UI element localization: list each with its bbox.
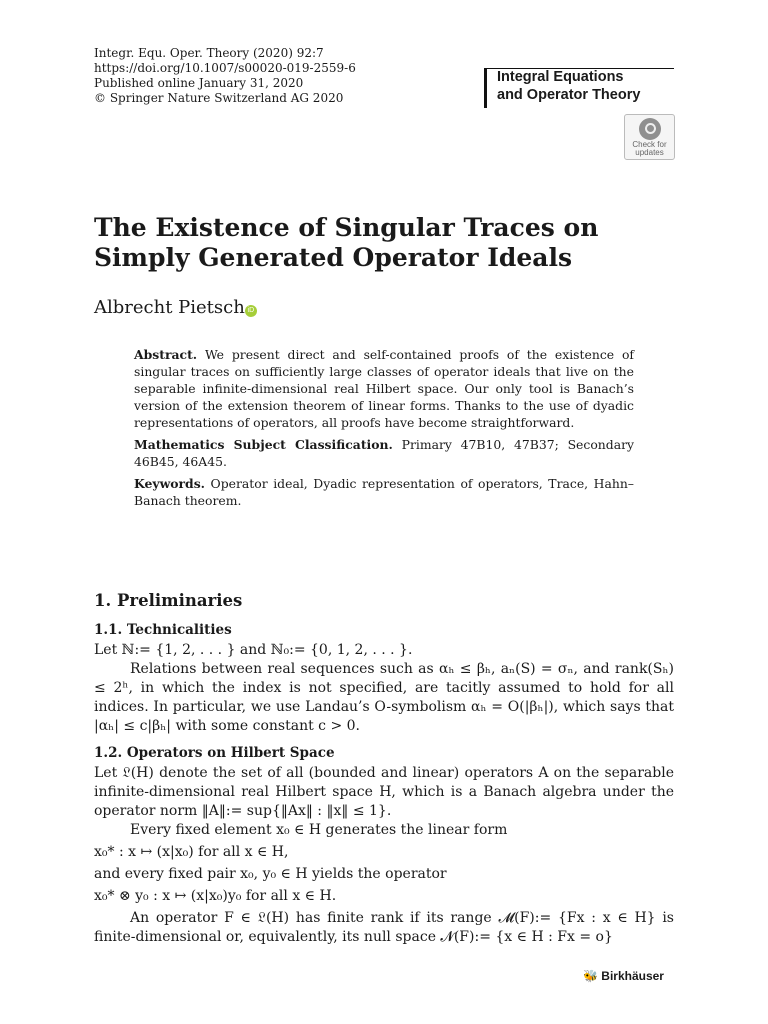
keywords-label: Keywords. [134,476,205,491]
display-equation: x₀* ⊗ y₀ : x ↦ (x|x₀)y₀ for all x ∈ H. [94,888,337,904]
author-name: Albrecht Pietsch [94,297,245,318]
section-heading: 1. Preliminaries [94,591,243,610]
paragraph: Let ℕ:= {1, 2, . . . } and ℕ₀:= {0, 1, 2, . . . }. [94,642,413,658]
check-updates-icon [639,118,661,140]
check-updates-line1: Check for [632,140,667,149]
copyright: © Springer Nature Switzerland AG 2020 [94,91,344,105]
msc-text: Primary 47B10, 47B37; Secondary 46B45, 46A45. [134,437,635,469]
check-updates-line2: updates [635,148,664,157]
author-line [94,296,257,320]
citation: Integr. Equ. Oper. Theory (2020) 92:7 [94,46,324,60]
journal-name-line2: and Operator Theory [497,87,641,103]
paragraph: Every fixed element x₀ ∈ H generates the linear form [130,822,508,838]
paragraph: Let 𝔏(H) denote the set of all (bounded and linear) operators A on the separable infinite-dimensional real Hilbert space H, which is a Banach algebra under the operator norm ‖A‖:= sup{‖Ax‖ : ‖x‖ ≤ 1}. [94,765,674,819]
doi-link[interactable]: https://doi.org/10.1007/s00020-019-2559-6 [94,61,356,75]
keywords-paragraph [134,475,634,509]
citation-block [94,46,356,106]
journal-name-line1: Integral Equations [497,69,624,85]
abstract-block [134,346,634,514]
msc-paragraph [134,436,634,470]
paper-title: The Existence of Singular Traces on Simply Generated Operator Ideals [94,213,599,272]
abstract-label: Abstract. [134,347,198,362]
body-text [94,590,674,947]
abstract-text: We present direct and self-contained proofs of the existence of singular traces on sufficiently large classes of operator ideals that live on the separable infinite-dimensional real Hilbert space. Our only tool is Banach’s version of the extension theorem of linear forms. Thanks to the use of dyadic representations of operators, all proofs have become straightforward. [134,347,634,430]
paragraph: and every fixed pair x₀, y₀ ∈ H yields the operator [94,866,447,882]
keywords-text: Operator ideal, Dyadic representation of operators, Trace, Hahn–Banach theorem. [134,476,634,508]
paragraph: An operator F ∈ 𝔏(H) has finite rank if its range 𝓜(F):= {Fx : x ∈ H} is finite-dimensional or, equivalently, its null space 𝓝(F):= {x ∈ H : Fx = o} [94,910,674,945]
orcid-icon[interactable]: iD [245,305,257,317]
msc-label: Mathematics Subject Classification. [134,437,393,452]
publisher-logo: 🐝 Birkhäuser [583,969,664,983]
published-date: Published online January 31, 2020 [94,76,304,90]
journal-name [484,68,640,108]
check-for-updates-button[interactable] [624,114,675,160]
subsection-heading-technicalities: 1.1. Technicalities [94,622,232,638]
subsection-heading-operators: 1.2. Operators on Hilbert Space [94,745,335,761]
display-equation: x₀* : x ↦ (x|x₀) for all x ∈ H, [94,844,289,860]
abstract-paragraph [134,346,634,431]
paragraph: Relations between real sequences such as αₕ ≤ βₕ, aₙ(S) = σₙ, and rank(Sₕ) ≤ 2ʰ, in which the index is not specified, are tacitly assumed to hold for all indices. In particular, we use Landau’s O-symbolism αₕ = O(|βₕ|), which says that |αₕ| ≤ c|βₕ| with some constant c > 0. [94,661,674,734]
